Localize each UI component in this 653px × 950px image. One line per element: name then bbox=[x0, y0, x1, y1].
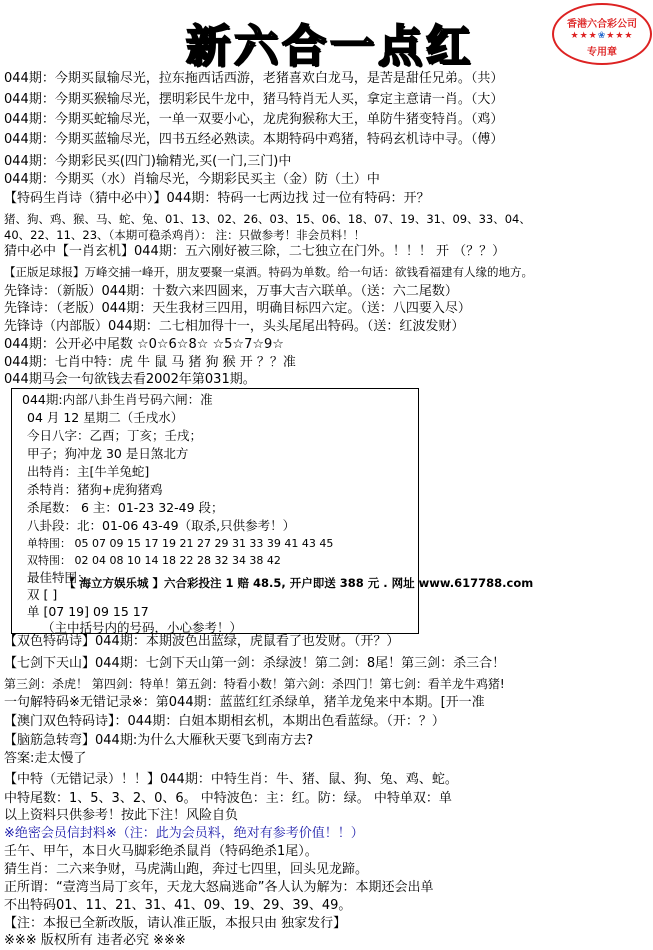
text-line: 第三剑：杀虎！ 第四剑：特单！第五剑：特看小数！第六剑：杀四门！第七剑：看羊龙牛鸡猪! bbox=[4, 677, 505, 691]
box-line: （主中括号内的号码，小心参考！） bbox=[42, 620, 243, 635]
text-line: 【注：本报已全新改版，请认准正版，本报只由 独家发行】 bbox=[4, 916, 347, 931]
text-line: 【中特（无错记录）！！】044期：中特生肖：牛、猪、鼠、狗、兔、鸡、蛇。 bbox=[4, 772, 458, 787]
box-line: 双特围： 02 04 08 10 14 18 22 28 32 34 38 42 bbox=[27, 554, 281, 567]
text-line: 【七剑下天山】044期：七剑下天山第一剑：杀绿波！第二剑：8尾！第三剑：杀三合！ bbox=[4, 656, 506, 671]
text-line: 044期马会一句欲钱去看2002年第031期。 bbox=[4, 372, 256, 387]
box-line: 044期:内部八卦生肖号码六闸：准 bbox=[22, 392, 213, 407]
text-line: ※绝密会员信封料※（注：此为会员料，绝对有参考价值！！） bbox=[4, 826, 364, 841]
box-line: 杀特肖：猪狗+虎狗猪鸡 bbox=[27, 482, 163, 497]
text-line: 044期：今期买猴输尽光，摆明彩民牛龙中，猪马特肖无人买，拿定主意请一肖。（大） bbox=[4, 92, 504, 107]
text-line: 先锋诗（内部版）044期：二七相加得十一，头头尾尾出特码。（送：红波发财） bbox=[4, 319, 465, 334]
text-line: 40、22、11、23、（本期可稳杀鸡肖）： 注：只做参考！非会员料！！ bbox=[4, 228, 366, 242]
text-line: 044期：今期买鼠输尽光，拉东拖西话西游，老猪喜欢白龙马，是苦是甜任兄弟。（共） bbox=[4, 71, 504, 86]
text-line: 【双色特码诗】044期：本期波色出蓝绿，虎鼠看了也发财。（开？） bbox=[4, 634, 400, 649]
box-line: 出特肖：主[牛羊兔蛇] bbox=[27, 464, 150, 479]
text-line: 044期：今期买蛇输尽光，一单一双要小心，龙虎狗猴称大王，单防牛猪变特肖。（鸡） bbox=[4, 112, 504, 127]
box-line: 双 [ ] bbox=[27, 587, 58, 602]
text-line: 以上资料只供参考！按此下注！风险自负 bbox=[4, 808, 239, 823]
box-line: 最佳特围： bbox=[27, 570, 90, 585]
text-line: 044期：今期买蓝输尽光，四书五经必熟读。本期特码中鸡猪，特码玄机诗中寻。（傅） bbox=[4, 132, 504, 147]
text-line: 【特码生肖诗（猜中必中）】044期：特码一七两边找 过一位有特码：开？ bbox=[4, 191, 430, 206]
text-line: 猜中必中【一肖玄机】044期：五六刚好被三除，二七独立在门外。！！！ 开 （？？） bbox=[4, 244, 506, 259]
box-line: 今日八字：乙酉；丁亥；壬戌； bbox=[27, 428, 203, 443]
box-line: 单特围： 05 07 09 15 17 19 21 27 29 31 33 39 41 43 45 bbox=[27, 537, 334, 550]
text-line: 答案:走太慢了 bbox=[4, 751, 87, 766]
text-line: 先锋诗：（老版）044期：天生我材三四用，明确目标四六定。（送：八四要入尽） bbox=[4, 301, 471, 316]
text-line: 猜生肖：二六来争财，马虎满山跑，奔过七四里，回头见龙蹄。 bbox=[4, 862, 369, 877]
text-line: 正所谓：“壹湾当局丁亥年，天龙大怒扁逃命”各人认为解为：本期还会出单 bbox=[4, 880, 434, 895]
text-line: 【脑筋急转弯】044期:为什么大雁秋天要飞到南方去? bbox=[4, 733, 314, 748]
page-title: 新六合一点红 bbox=[186, 21, 474, 72]
text-line: 044期：公开必中尾数 ☆0☆6☆8☆ ☆5☆7☆9☆ bbox=[4, 337, 284, 352]
text-line: 中特尾数：1、5、3、2、0、6。 中特波色：主：红。防：绿。 中特单双：单 bbox=[4, 791, 452, 806]
casino-ad-link[interactable]: 【 海立方娱乐城 】六合彩投注 1 赔 48.5, 开户即送 388 元 . 网址 www.617788.com bbox=[64, 576, 534, 590]
text-line: 猪、狗、鸡、猴、马、蛇、兔、01、13、02、26、03、15、06、18、07、19、31、09、33、04、 bbox=[4, 212, 531, 226]
text-line: ※※※ 版权所有 违者必究 ※※※ bbox=[4, 933, 186, 948]
text-line: 一句解特码※无错记录※：第044期：蓝蓝红红杀绿单，猪羊龙兔来中本期。[开一准 bbox=[4, 695, 485, 710]
text-line: 不出特码01、11、21、31、41、09、19、29、39、49。 bbox=[4, 898, 352, 913]
box-line: 单 [07 19] 09 15 17 bbox=[27, 604, 149, 619]
text-line: 044期：今期买（水）肖输尽光，今期彩民买主（金）防（土）中 bbox=[4, 172, 380, 187]
seal-stars-icon: ★★★❀★★★ bbox=[570, 31, 634, 41]
seal-text-top: 香港六合彩公司 bbox=[567, 19, 637, 30]
text-line: 【正版足球报】万峰交捕一峰开，朋友要聚一桌酒。特码为单数。给一句话：欲钱看福建有人缘的地方。 bbox=[4, 265, 533, 279]
box-line: 04 月 12 星期二（壬戌水） bbox=[27, 410, 184, 425]
box-line: 八卦段：北：01-06 43-49（取杀,只供参考！） bbox=[27, 518, 296, 533]
text-line: 【澳门双色特码诗】：044期：白姐本期相玄机，本期出色看蓝绿。（开：？） bbox=[4, 714, 445, 729]
text-line: 壬午、甲午，本日火马脚彩绝杀鼠肖（特码绝杀1尾）。 bbox=[4, 844, 318, 859]
text-line: 044期：七肖中特：虎 牛 鼠 马 猪 狗 猴 开 ？？准 bbox=[4, 355, 296, 370]
bagua-info-box bbox=[11, 388, 419, 634]
official-seal-stamp bbox=[552, 3, 652, 65]
text-line: 先锋诗：（新版）044期：十数六来四圆来，万事大吉六联单。（送：六二尾数） bbox=[4, 284, 458, 299]
text-line: 044期：今期彩民买(四门)输精光,买(一门,三门)中 bbox=[4, 154, 292, 169]
box-line: 杀尾数： 6 主：01-23 32-49 段； bbox=[27, 500, 224, 515]
seal-text-bottom: 专用章 bbox=[587, 47, 617, 58]
box-line: 甲子；狗冲龙 30 是日煞北方 bbox=[27, 446, 189, 461]
